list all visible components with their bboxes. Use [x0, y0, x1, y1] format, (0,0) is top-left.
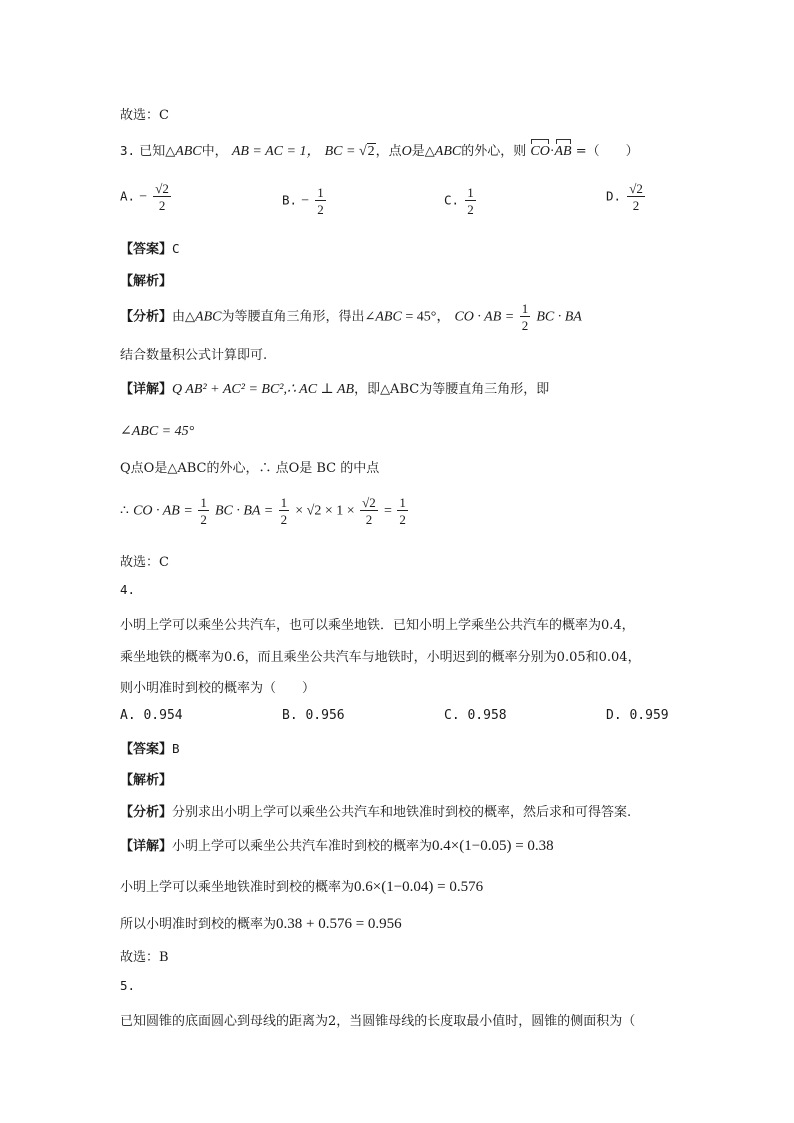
option-label: A. [120, 708, 136, 723]
xiangjie-tag: 【详解】 [120, 382, 173, 397]
numerator: 1 [399, 495, 406, 510]
triangle-label: ABC [434, 144, 462, 159]
stem-text: 是△ [411, 144, 435, 159]
q3-fenxi [120, 302, 582, 332]
fenxi-text: 为等腰直角三角形，得出∠ [221, 309, 376, 325]
numerator: 1 [280, 495, 288, 510]
fenxi-text: 分别求出小明上学可以乘坐公共汽车和地铁准时到校的概率，然后求和可得答案. [172, 805, 632, 820]
q3-stem: 3. 已知△ABC中， AB = AC = 1， BC = √2，点O是△ABC的外心，则 CO·AB =（ ） [120, 143, 639, 159]
option-sign: − [139, 189, 148, 205]
q4-option-c [444, 708, 507, 723]
q4-line3 [120, 677, 315, 696]
stem-text: 中， [201, 144, 228, 159]
q4-line2 [120, 646, 641, 665]
q3-answer [120, 238, 180, 257]
answer-tag: 【答案】 [120, 742, 173, 757]
denominator: 2 [521, 318, 529, 333]
q4-answer [120, 738, 180, 757]
q3-fenxi-line2 [120, 344, 267, 363]
denominator: 2 [158, 198, 166, 213]
question-number: 4. [120, 582, 136, 597]
point-label: O [401, 144, 412, 159]
condition: BC = [324, 144, 359, 159]
half-fraction [520, 302, 531, 332]
option-value: 0.954 [143, 708, 183, 723]
stem-text: 已知圆锥的底面圆心到母线的距离为2，当圆锥母线的长度取最小值时，圆锥的侧面积为（ [120, 1014, 636, 1029]
xiangjie-text: ，即△ABC为等腰直角三角形，即 [354, 382, 550, 397]
formula: 0.38 + 0.576 = 0.956 [276, 916, 402, 932]
denominator: 2 [317, 202, 324, 217]
fraction [465, 186, 476, 216]
q5-line1 [120, 1010, 635, 1029]
formula-lhs: CO · AB = [454, 309, 518, 325]
option-label: D. [606, 708, 622, 723]
option-label: C. [444, 192, 460, 208]
question-number: 5. [120, 978, 136, 993]
denominator: 2 [632, 198, 640, 213]
formula: Q AB² + AC² = BC²,∴ AC ⊥ AB [172, 382, 355, 397]
q4-line1 [120, 614, 635, 633]
analysis-tag: 【解析】 [120, 773, 173, 788]
formula: BC · BA = [214, 503, 277, 519]
fraction [153, 182, 171, 212]
q3-analysis-tag [120, 270, 172, 289]
xiangjie-text: 小明上学可以乘坐公共汽车准时到校的概率为 [172, 839, 433, 854]
denominator: 2 [200, 512, 207, 527]
stem-text: =（ ） [575, 144, 639, 159]
formula: × √2 × 1 × [295, 503, 359, 519]
dot-operator: · [549, 144, 555, 159]
answer-text: 故选：C [120, 108, 169, 123]
q4-xiangjie-2 [120, 876, 483, 896]
option-c [444, 186, 478, 216]
q3-closing [120, 551, 169, 570]
fraction [315, 186, 326, 216]
option-a [120, 182, 173, 212]
q4-analysis-tag [120, 769, 172, 788]
angle-label: ABC [375, 309, 402, 325]
half-fraction [279, 496, 290, 526]
equals: = [383, 503, 396, 519]
fenxi-tag: 【分析】 [120, 309, 173, 325]
formula: 0.4×(1−0.05) = 0.38 [432, 838, 554, 854]
fenxi-text: 结合数量积公式计算即可. [120, 348, 268, 363]
triangle-label: ABC [195, 309, 222, 325]
answer-tag: 【答案】 [120, 242, 173, 257]
q2-answer-line [120, 104, 169, 123]
analysis-tag: 【解析】 [120, 274, 173, 289]
answer-value: B [172, 741, 180, 756]
xiangjie-text: Q点O是△ABC的外心，∴ 点O是 BC 的中点 [120, 461, 380, 476]
stem-text: 小明上学可以乘坐公共汽车，也可以乘坐地铁．已知小明上学乘坐公共汽车的概率为0.4， [120, 618, 635, 633]
option-value: 0.956 [305, 708, 345, 723]
xiangjie-tag: 【详解】 [120, 839, 173, 854]
q4-fenxi [120, 801, 631, 820]
fenxi-text: 由△ [172, 309, 196, 325]
option-value: 0.959 [629, 708, 669, 723]
fraction [627, 182, 645, 212]
q4-option-b [282, 708, 345, 723]
numerator: 1 [467, 185, 474, 200]
option-label: C. [444, 708, 460, 723]
stem-text: 已知△ [139, 144, 176, 159]
therefore-symbol: ∴ [120, 503, 129, 519]
option-d [606, 182, 647, 212]
option-label: B. [282, 192, 298, 208]
stem-text: 则小明准时到校的概率为（ ） [120, 681, 316, 696]
option-label: D. [606, 188, 622, 204]
stem-text: 乘坐地铁的概率为0.6，而且乘坐公共汽车与地铁时，小明迟到的概率分别为0.05和0.04， [120, 650, 641, 665]
condition: AB = AC = 1， [231, 144, 321, 159]
option-label: B. [282, 708, 298, 723]
denominator: 2 [280, 512, 288, 527]
numerator: 1 [200, 495, 207, 510]
formula: 0.6×(1−0.04) = 0.576 [354, 879, 484, 895]
vector-co: CO [530, 144, 550, 159]
question-number: 3. [120, 143, 136, 158]
sqrt-value: 2 [367, 144, 375, 159]
answer-text: 故选：B [120, 950, 169, 965]
q3-xiangjie-1 [120, 378, 549, 398]
answer-text: 故选：C [120, 555, 169, 570]
vector-ab: AB [554, 144, 572, 159]
half-fraction [198, 496, 209, 526]
q3-xiangjie-2 [120, 423, 194, 440]
q4-number [120, 582, 135, 598]
denominator: 2 [467, 202, 474, 217]
q3-xiangjie-4 [120, 496, 410, 526]
answer-value: C [172, 241, 180, 256]
denominator: 2 [399, 512, 406, 527]
option-label: A. [120, 188, 136, 204]
stem-text: ，点 [375, 144, 402, 159]
numerator: 1 [521, 301, 529, 316]
option-sign: − [301, 193, 310, 209]
xiangjie-text: 小明上学可以乘坐地铁准时到校的概率为 [120, 880, 355, 895]
formula-rhs: BC · BA [536, 309, 582, 325]
q3-xiangjie-3 [120, 457, 379, 476]
q4-xiangjie-1 [120, 835, 554, 855]
fenxi-tag: 【分析】 [120, 805, 173, 820]
fraction [360, 496, 378, 526]
q4-xiangjie-3 [120, 913, 402, 933]
triangle-label: ABC [175, 144, 202, 159]
numerator: √2 [362, 495, 376, 510]
numerator: 1 [317, 185, 324, 200]
q4-option-a [120, 708, 183, 723]
stem-text: 的外心，则 [461, 144, 527, 159]
q4-closing [120, 946, 169, 965]
option-b [282, 186, 328, 216]
option-value: 0.958 [467, 708, 507, 723]
q4-option-d [606, 708, 669, 723]
xiangjie-text: 所以小明准时到校的概率为 [120, 917, 277, 932]
half-fraction [397, 496, 408, 526]
formula: ∠ABC = 45° [120, 424, 195, 439]
numerator: √2 [155, 181, 169, 196]
q5-number [120, 978, 135, 994]
angle-value: = 45°， [401, 309, 451, 325]
denominator: 2 [365, 512, 373, 527]
numerator: √2 [629, 181, 643, 196]
formula: CO · AB = [133, 503, 197, 519]
